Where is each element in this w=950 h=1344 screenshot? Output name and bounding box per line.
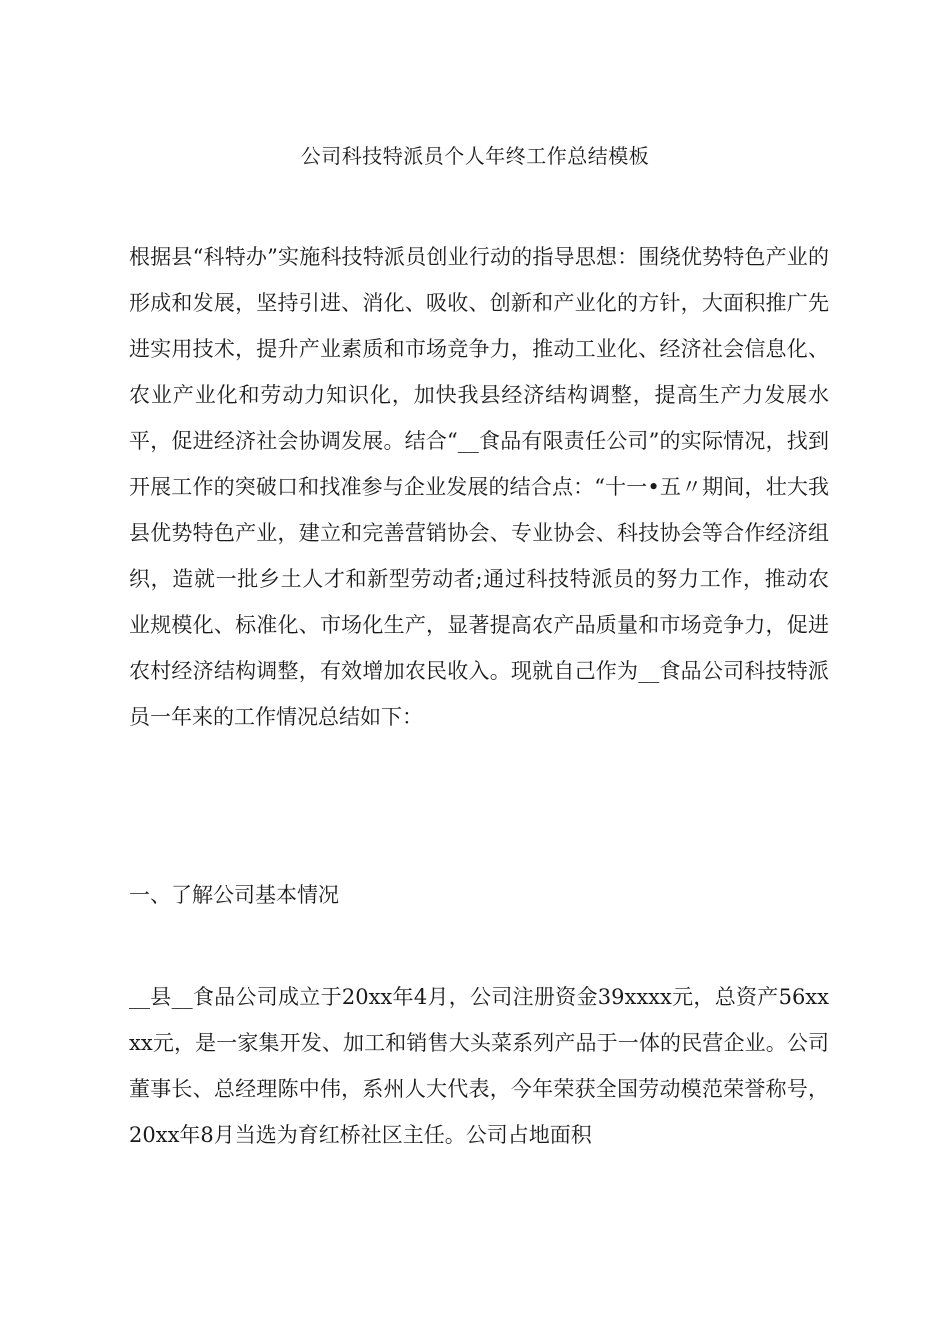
section-heading: 一、了解公司基本情况 — [129, 883, 339, 907]
document-title: 公司科技特派员个人年终工作总结模板 — [300, 144, 650, 168]
intro-paragraph: 根据县“科特办”实施科技特派员创业行动的指导思想：围绕优势特色产业的形成和发展，坚持引进、消化、吸收、创新和产业化的方针，大面积推广先进实用技术，提升产业素质和市场竞争力，推动工业化、经济社会信息化、农业产业化和劳动力知识化，加快我县经济结构调整，提高生产力发展水平，促进经济社会协调发展。结合“__食品有限责任公司”的实际情况，找到开展工作的突破口和找准参与企业发展的结合点：“十一•五〃期间，壮大我县优势特色产业，建立和完善营销协会、专业协会、科技协会等合作经济组织，造就一批乡土人才和新型劳动者;通过科技特派员的努力工作，推动农业规模化、标准化、市场化生产，显著提高农产品质量和市场竞争力，促进农村经济结构调整，有效增加农民收入。现就自己作为__食品公司科技特派员一年来的工作情况总结如下： — [129, 245, 829, 729]
section-paragraph: __县__食品公司成立于20xx年4月，公司注册资金39xxxx元，总资产56xxxx元，是一家集开发、加工和销售大头菜系列产品于一体的民营企业。公司董事长、总经理陈中伟，系州人大代表，今年荣获全国劳动模范荣誉称号，20xx年8月当选为育红桥社区主任。公司占地面积 — [129, 985, 829, 1147]
